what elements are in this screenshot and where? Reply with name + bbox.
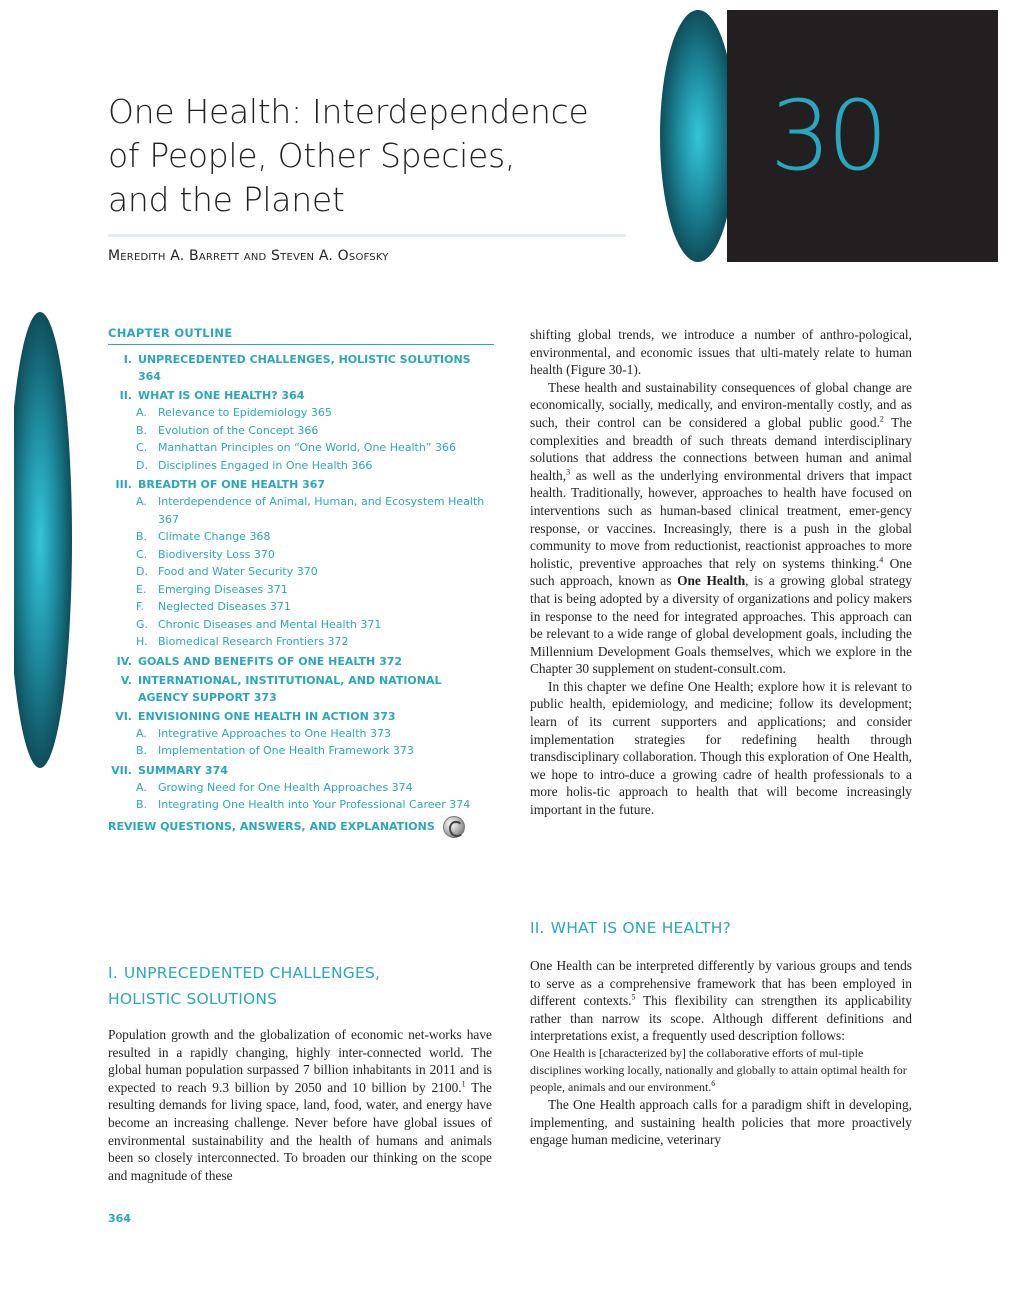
outline-section-label: GOALS AND BENEFITS OF ONE HEALTH 372 bbox=[138, 654, 403, 668]
chapter-number: 30 bbox=[770, 80, 885, 192]
section-2-body bbox=[530, 957, 912, 1149]
outline-subsection-item[interactable] bbox=[108, 563, 494, 581]
review-label: REVIEW QUESTIONS, ANSWERS, AND EXPLANATIONS bbox=[108, 820, 435, 833]
chapter-outline bbox=[108, 326, 494, 838]
right-column-body bbox=[530, 326, 912, 819]
outline-subsection-letter: B. bbox=[136, 744, 148, 757]
outline-subsection-label: Integrative Approaches to One Health 373 bbox=[158, 726, 391, 740]
outline-subsection-letter: C. bbox=[136, 547, 148, 561]
outline-subsection-label: Climate Change 368 bbox=[158, 530, 271, 543]
outline-subsection-letter: E. bbox=[136, 582, 147, 596]
outline-subsection-item[interactable] bbox=[108, 616, 494, 634]
outline-subsection-item[interactable] bbox=[108, 633, 494, 651]
outline-subsection-letter: B. bbox=[136, 798, 148, 811]
chapter-title bbox=[108, 90, 608, 222]
outline-section-number: I. bbox=[123, 353, 132, 366]
chapter-authors: Meredith A. Barrett and Steven A. Osofsky bbox=[108, 248, 389, 264]
outline-section-label: BREADTH OF ONE HEALTH 367 bbox=[138, 478, 326, 491]
outline-section-item[interactable] bbox=[108, 476, 494, 493]
outline-subsection-item[interactable] bbox=[108, 493, 494, 528]
outline-subsection-letter: D. bbox=[136, 458, 148, 472]
outline-subsection-item[interactable] bbox=[108, 598, 494, 616]
outline-subsection-label: Growing Need for One Health Approaches 374 bbox=[158, 780, 413, 794]
outline-subsection-item[interactable] bbox=[108, 796, 494, 814]
outline-section-label: UNPRECEDENTED CHALLENGES, HOLISTIC SOLUTIONS 364 bbox=[138, 353, 471, 383]
outline-subsection-item[interactable] bbox=[108, 779, 494, 797]
outline-subsection-letter: A. bbox=[136, 406, 147, 419]
outline-section-label: SUMMARY 374 bbox=[138, 763, 228, 777]
decorative-lens-top bbox=[660, 10, 736, 262]
outline-heading: CHAPTER OUTLINE bbox=[108, 326, 494, 345]
outline-subsection-letter: D. bbox=[136, 565, 148, 578]
section-title: WHAT IS ONE HEALTH? bbox=[550, 919, 732, 937]
outline-subsection-label: Implementation of One Health Framework 373 bbox=[158, 744, 414, 757]
outline-subsection-letter: B. bbox=[136, 423, 148, 437]
outline-section-number: V. bbox=[120, 673, 132, 687]
outline-subsection-letter: G. bbox=[136, 617, 149, 631]
outline-subsection-item[interactable] bbox=[108, 439, 494, 457]
section-heading-2 bbox=[530, 915, 912, 941]
paragraph: One Health can be interpreted differently by various groups and tends to serve as a comprehensive framework that has been employed in different contexts.$^5$ This flexibility can strengthen its applicability rather than narrow its scope. Although different definitions and interpretations exist, a frequently used description follows: bbox=[530, 958, 912, 1044]
section-title-line: HOLISTIC SOLUTIONS bbox=[108, 990, 278, 1008]
outline-subsection-letter: H. bbox=[136, 635, 148, 648]
outline-subsection-item[interactable] bbox=[108, 422, 494, 440]
outline-subsection-item[interactable] bbox=[108, 404, 494, 422]
review-questions-link[interactable] bbox=[108, 816, 494, 838]
outline-section-item[interactable] bbox=[108, 708, 494, 725]
paragraph: These health and sustainability consequences of global change are economically, socially, medically, and environ-mentally costly, and as such, their control can be considered a global public good.$^2$ The complexities and breadth of such threats demand interdisciplinary solutions that address the connections between human and animal health,$^3$ as well as the underlying environmental drivers that impact health. Traditionally, however, approaches to health have focused on interventions such as human-based clinical treatment, emer-gency response, or vaccines. Increasingly, there is a push in the global community to move from reductionist, reactionist approaches to more holistic, preventive approaches that rely on systems thinking.$^4$ One such approach, known as One Health, is a growing global strategy that is being adopted by a diversity of organizations and policy makers in response to the need for integrated approaches. This approach can be relevant to a wide range of global development goals, including the Millennium Development Goals themselves, which we explore in the Chapter 30 supplement on student-consult.com. bbox=[530, 379, 912, 677]
outline-section-item[interactable] bbox=[108, 762, 494, 779]
outline-section-label: WHAT IS ONE HEALTH? 364 bbox=[138, 389, 305, 402]
outline-subsection-letter: B. bbox=[136, 530, 148, 543]
outline-section-item[interactable] bbox=[108, 351, 494, 385]
paragraph: The One Health approach calls for a paradigm shift in developing, implementing, and sustaining health policies that more proactively engage human medicine, veterinary bbox=[530, 1096, 912, 1148]
outline-subsection-label: Integrating One Health into Your Professional Career 374 bbox=[158, 798, 471, 811]
online-content-icon bbox=[443, 816, 465, 838]
section-number: II. bbox=[530, 919, 545, 937]
paragraph: In this chapter we define One Health; explore how it is relevant to public health, epidemiology, and medicine; follow its development; learn of its current supporters and applications; and consider implementation strategies for redefining health through transdisciplinary collaboration. Though this exploration of One Health, we hope to intro-duce a growing cadre of health professionals to a more holis-tic approach to health that will become increasingly important in the future. bbox=[530, 678, 912, 818]
outline-subsection-label: Biomedical Research Frontiers 372 bbox=[158, 635, 349, 648]
outline-subsection-label: Manhattan Principles on “One World, One Health” 366 bbox=[158, 441, 456, 454]
outline-subsection-item[interactable] bbox=[108, 725, 494, 743]
block-quote: One Health is [characterized by] the collaborative efforts of mul-tiple disciplines working locally, nationally and globally to attain optimal health for people, animals and our environment.$^6$ bbox=[530, 1045, 907, 1094]
outline-subsection-label: Neglected Diseases 371 bbox=[158, 600, 291, 613]
outline-subsection-item[interactable] bbox=[108, 457, 494, 475]
page-number: 364 bbox=[108, 1212, 131, 1225]
outline-subsection-label: Evolution of the Concept 366 bbox=[158, 423, 319, 437]
outline-section-number: VI. bbox=[115, 709, 132, 723]
outline-subsection-label: Food and Water Security 370 bbox=[158, 565, 318, 578]
outline-subsection-label: Relevance to Epidemiology 365 bbox=[158, 406, 332, 419]
outline-subsection-label: Interdependence of Animal, Human, and Ecosystem Health 367 bbox=[158, 495, 485, 526]
outline-subsection-item[interactable] bbox=[108, 581, 494, 599]
outline-list bbox=[108, 351, 494, 814]
title-divider bbox=[108, 234, 626, 237]
chapter-title-line: of People, Other Species, bbox=[108, 136, 516, 175]
outline-subsection-letter: C. bbox=[136, 441, 148, 454]
outline-subsection-letter: A. bbox=[136, 495, 147, 508]
outline-subsection-letter: A. bbox=[136, 726, 147, 740]
outline-section-label: ENVISIONING ONE HEALTH IN ACTION 373 bbox=[138, 709, 396, 723]
outline-section-number: II. bbox=[119, 389, 132, 402]
paragraph: Population growth and the globalization of economic net-works have resulted in a rapidly changing, highly inter-connected world. The global human population surpassed 7 billion inhabitants in 2011 and is expected to reach 9.3 billion by 2050 and 10 billion by 2100.$^1$ The resulting demands for living space, land, food, water, and energy have become an increasing challenge. Never before have global issues of environmental sustainability and the health of humans and animals been so closely interconnected. To broaden our thinking on the scope and magnitude of these bbox=[108, 1027, 492, 1183]
outline-section-item[interactable] bbox=[108, 387, 494, 404]
chapter-title-line: and the Planet bbox=[108, 180, 345, 219]
outline-subsection-label: Emerging Diseases 371 bbox=[158, 582, 288, 596]
left-column-body bbox=[108, 1026, 492, 1184]
section-title-line: UNPRECEDENTED CHALLENGES, bbox=[123, 964, 381, 982]
outline-subsection-item[interactable] bbox=[108, 546, 494, 564]
outline-section-label: INTERNATIONAL, INSTITUTIONAL, AND NATIONAL AGENCY SUPPORT 373 bbox=[138, 673, 442, 704]
decorative-lens-side bbox=[8, 312, 72, 768]
outline-section-number: III. bbox=[115, 478, 132, 491]
outline-subsection-item[interactable] bbox=[108, 528, 494, 546]
outline-section-item[interactable] bbox=[108, 653, 494, 670]
outline-subsection-letter: A. bbox=[136, 780, 147, 794]
outline-subsection-item[interactable] bbox=[108, 742, 494, 760]
outline-section-item[interactable] bbox=[108, 672, 494, 706]
outline-subsection-label: Biodiversity Loss 370 bbox=[158, 547, 275, 561]
outline-section-number: IV. bbox=[116, 654, 132, 668]
paragraph: shifting global trends, we introduce a number of anthro-pological, environmental, and economic issues that ulti-mately relate to human health (Figure 30-1). bbox=[530, 327, 912, 378]
outline-subsection-label: Chronic Diseases and Mental Health 371 bbox=[158, 617, 382, 631]
section-heading-1 bbox=[108, 960, 494, 1012]
section-number: I. bbox=[108, 964, 118, 982]
outline-subsection-label: Disciplines Engaged in One Health 366 bbox=[158, 458, 373, 472]
outline-subsection-letter: F. bbox=[136, 600, 145, 613]
chapter-title-line: One Health: Interdependence bbox=[108, 92, 589, 131]
outline-section-number: VII. bbox=[111, 763, 132, 777]
